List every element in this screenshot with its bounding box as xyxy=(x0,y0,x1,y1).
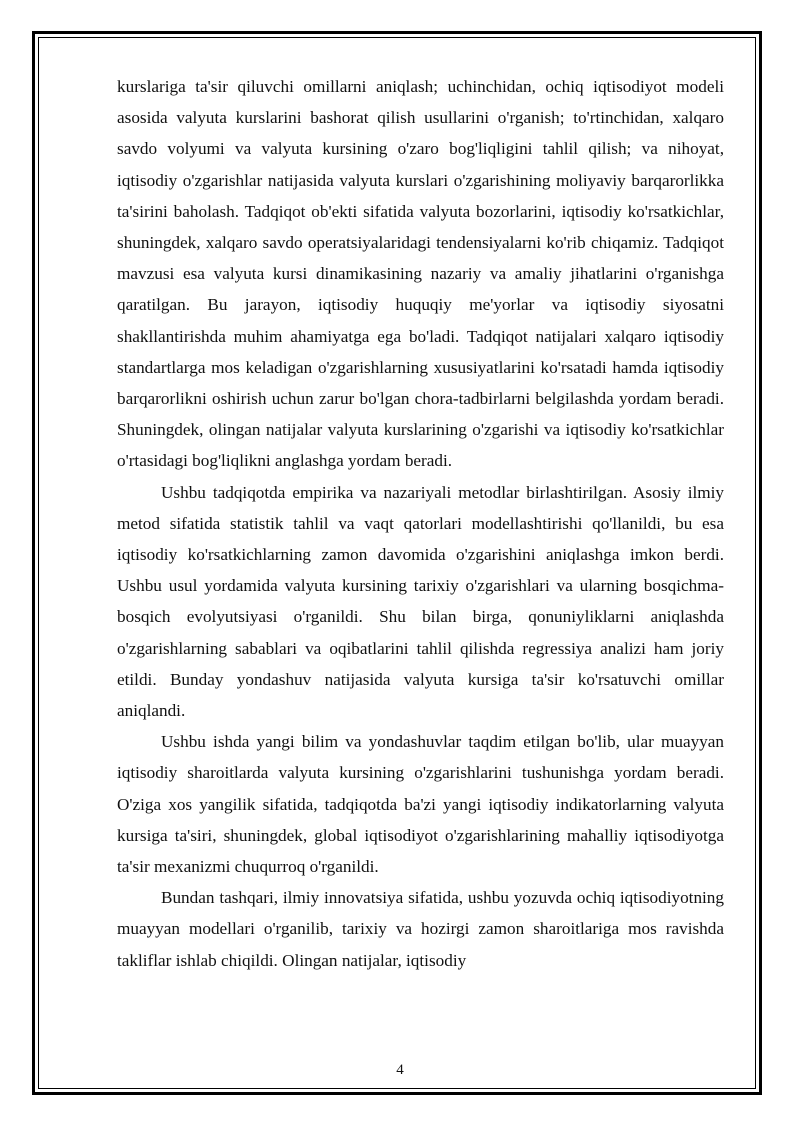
paragraph-2: Ushbu tadqiqotda empirika va nazariyali metodlar birlashtirilgan. Asosiy ilmiy metod sifatida statistik tahlil va vaqt qatorlari modellashtirishi qo'llanildi, bu esa iqtisodiy ko'rsatkichlarning zamon davomida o'zgarishini aniqlashga imkon berdi. Ushbu usul yordamida valyuta kursining tarixiy o'zgarishlari va ularning bosqichma-bosqich evolyutsiyasi o'rganildi. Shu bilan birga, qonuniyliklarni aniqlashda o'zgarishlarning sabablari va oqibatlarini tahlil qilishda regressiya analizi ham joriy etildi. Bunday yondashuv natijasida valyuta kursiga ta'sir ko'rsatuvchi omillar aniqlandi. xyxy=(117,482,724,721)
paragraph-4: Bundan tashqari, ilmiy innovatsiya sifatida, ushbu yozuvda ochiq iqtisodiyotning muayyan modellari o'rganilib, tarixiy va hozirgi zamon sharoitlariga mos ravishda takliflar ishlab chiqildi. Olingan natijalar, iqtisodiy xyxy=(117,888,724,970)
document-body xyxy=(117,71,724,976)
paragraph-1: kurslariga ta'sir qiluvchi omillarni aniqlash; uchinchidan, ochiq iqtisodiyot modeli asosida valyuta kurslarini bashorat qilish usullarini o'rganish; to'rtinchidan, xalqaro savdo volyumi va valyuta kursining o'zaro bog'liqligini tahlil qilish; va nihoyat, iqtisodiy o'zgarishlar natijasida valyuta kurslari o'zgarishining moliyaviy barqarorlikka ta'sirini baholash. Tadqiqot ob'ekti sifatida valyuta bozorlarini, iqtisodiy ko'rsatkichlar, shuningdek, xalqaro savdo operatsiyalaridagi tendensiyalarni ko'rib chiqamiz. Tadqiqot mavzusi esa valyuta kursi dinamikasining nazariy va amaliy jihatlarini o'rganishga qaratilgan. Bu jarayon, iqtisodiy huquqiy me'yorlar va iqtisodiy siyosatni shakllantirishda muhim ahamiyatga ega bo'ladi. Tadqiqot natijalari xalqaro iqtisodiy standartlarga mos keladigan o'zgarishlarning xususiyatlarini ko'rsatadi hamda iqtisodiy barqarorlikni oshirish uchun zarur bo'lgan chora-tadbirlarni belgilashda yordam beradi. Shuningdek, olingan natijalar valyuta kurslarining o'zgarishi va iqtisodiy ko'rsatkichlar o'rtasidagi bog'liqlikni anglashga yordam beradi. xyxy=(117,77,724,471)
page-number: 4 xyxy=(396,1062,404,1078)
paragraph-3: Ushbu ishda yangi bilim va yondashuvlar taqdim etilgan bo'lib, ular muayyan iqtisodiy sharoitlarda valyuta kursining o'zgarishlarini tushunishga yordam beradi. O'ziga xos yangilik sifatida, tadqiqotda ba'zi yangi iqtisodiy indikatorlarning valyuta kursiga ta'siri, shuningdek, global iqtisodiyot o'zgarishlarining mahalliy iqtisodiyotga ta'sir mexanizmi chuqurroq o'rganildi. xyxy=(117,732,724,877)
